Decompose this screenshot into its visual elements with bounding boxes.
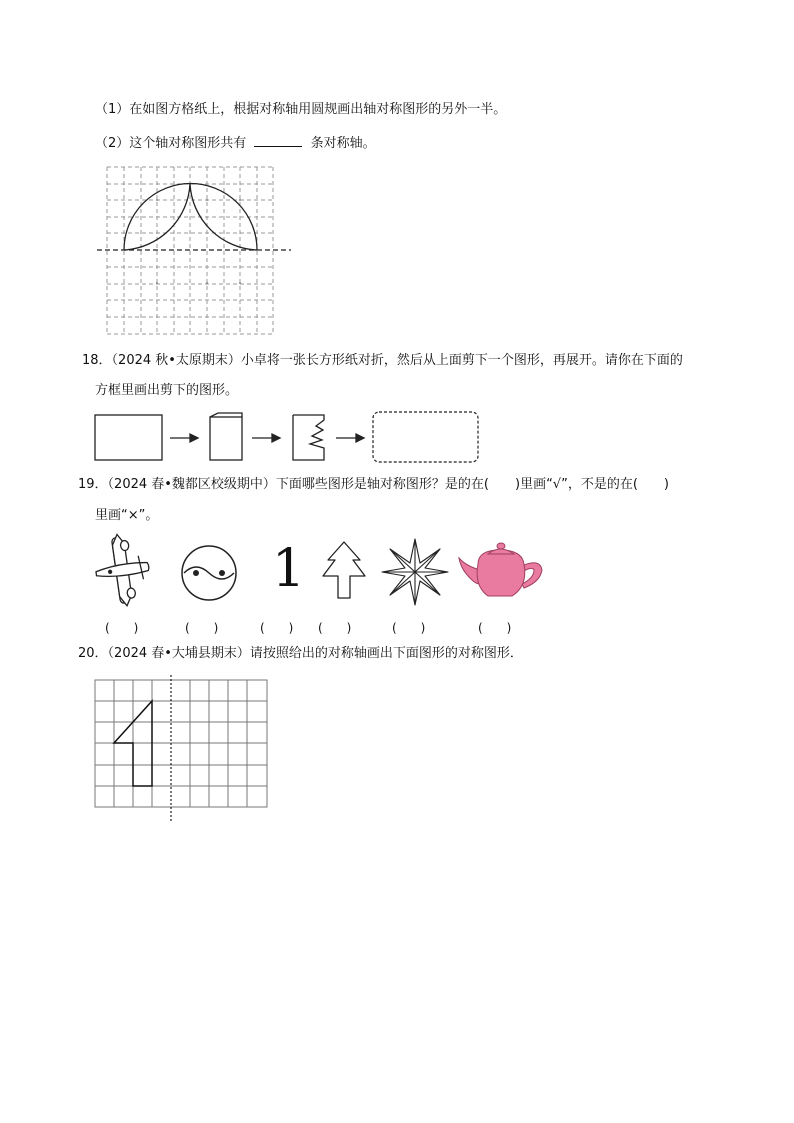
q19-line2: 里画“×”。 — [95, 508, 159, 523]
arc-symmetry-figure — [95, 162, 295, 337]
q17-part2-prefix: （2）这个轴对称图形共有 — [95, 136, 247, 151]
folded-paper — [210, 413, 242, 460]
answer-paren-teapot[interactable]: ( ) — [478, 621, 512, 635]
answer-paren-tree[interactable]: ( ) — [318, 621, 352, 635]
q18-line2: 方框里画出剪下的图形。 — [95, 383, 239, 398]
q17-part1: （1）在如图方格纸上，根据对称轴用圆规画出轴对称图形的另外一半。 — [95, 102, 507, 117]
cut-paper — [293, 415, 324, 460]
arrow-icon — [170, 434, 198, 442]
teapot-icon — [456, 540, 548, 602]
paper-fold-sequence — [90, 410, 490, 470]
answer-paren-airplane[interactable]: ( ) — [105, 621, 139, 635]
q20-line1: 20．（2024 春•大埔县期末）请按照给出的对称轴画出下面图形的对称图形． — [78, 646, 523, 661]
q17-part2-suffix: 条对称轴。 — [310, 136, 376, 151]
airplane-icon — [92, 532, 154, 607]
answer-box — [373, 412, 478, 462]
rectangle-paper — [95, 415, 162, 460]
answer-paren-yin-yang[interactable]: ( ) — [185, 621, 219, 635]
grid-symmetry-figure — [92, 675, 272, 825]
q19-line1: 19．（2024 春•魏都区校级期中）下面哪些图形是轴对称图形？是的在( )里画“√”，不是的在( ) — [78, 477, 669, 492]
answer-paren-digit[interactable]: ( ) — [260, 621, 294, 635]
arrow-icon — [336, 434, 364, 442]
digit-one: 1 — [272, 539, 306, 599]
answer-blank[interactable] — [254, 133, 302, 147]
tree-icon — [320, 540, 368, 602]
arrow-icon — [252, 434, 280, 442]
q18-line1: 18．（2024 秋•太原期末）小卓将一张长方形纸对折，然后从上面剪下一个图形，再展开。请你在下面的 — [82, 353, 683, 368]
star-icon — [380, 537, 450, 607]
answer-paren-star[interactable]: ( ) — [392, 621, 426, 635]
q17-part2 — [95, 133, 376, 153]
yin-yang-icon — [179, 543, 239, 603]
